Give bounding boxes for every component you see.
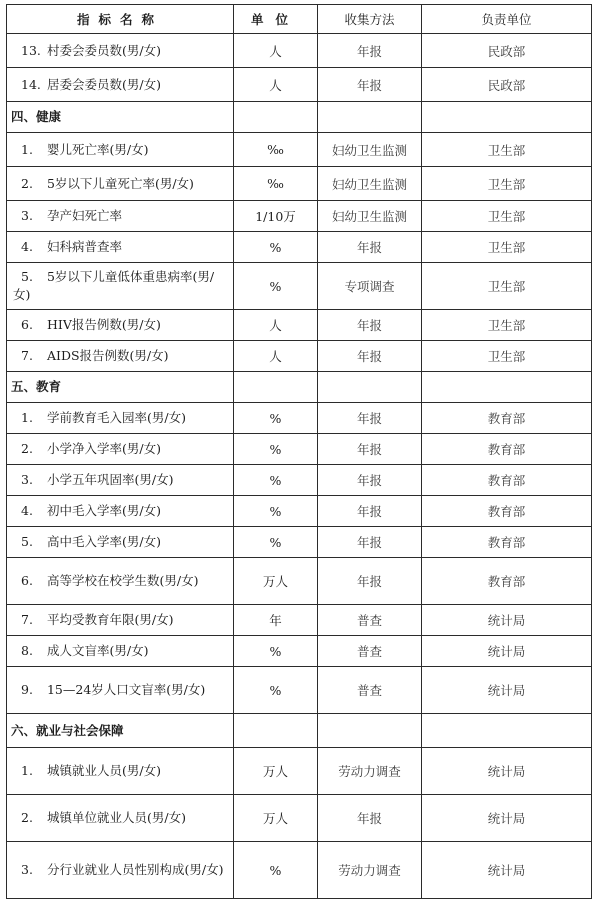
responsible-dept-cell [422,372,592,403]
item-number: 3. [21,862,33,877]
indicator-cell [7,842,234,899]
table-row [7,558,592,605]
indicator-cell [7,558,234,605]
indicator-cell [7,68,234,102]
section-title: 四、健康 [11,109,62,124]
unit-cell: 万人 [234,748,318,795]
collection-method-cell [318,372,422,403]
unit-cell: 人 [234,68,318,102]
unit-cell [234,372,318,403]
item-number: 7. [21,348,33,363]
item-number: 9. [21,682,33,697]
table-row [7,795,592,842]
responsible-dept-cell: 教育部 [422,527,592,558]
collection-method-cell: 年报 [318,34,422,68]
responsible-dept-cell: 民政部 [422,68,592,102]
indicator-name: 村委会委员数(男/女) [46,42,161,58]
collection-method-cell: 年报 [318,527,422,558]
responsible-dept-cell: 统计局 [422,748,592,795]
section-title: 六、就业与社会保障 [11,722,124,738]
responsible-dept-cell: 卫生部 [422,232,592,263]
responsible-dept-cell [422,102,592,133]
indicator-cell [7,434,234,465]
table-row [7,667,592,714]
collection-method-cell: 年报 [318,795,422,842]
unit-cell: % [234,232,318,263]
table-row [7,310,592,341]
indicator-name: 婴儿死亡率(男/女) [46,141,149,157]
responsible-dept-cell: 教育部 [422,465,592,496]
table-row [7,748,592,795]
collection-method-cell: 普查 [318,636,422,667]
unit-cell: % [234,527,318,558]
collection-method-cell: 年报 [318,68,422,102]
indicator-cell [7,34,234,68]
item-number: 3. [21,472,33,487]
item-number: 6. [21,573,33,588]
indicator-cell [7,263,234,310]
collection-method-cell: 年报 [318,496,422,527]
responsible-dept-cell [422,714,592,748]
collection-method-cell: 年报 [318,465,422,496]
indicator-cell [7,636,234,667]
unit-cell: % [234,434,318,465]
unit-cell: 年 [234,605,318,636]
indicator-cell [7,310,234,341]
indicator-name: 小学净入学率(男/女) [46,441,161,456]
responsible-dept-cell: 教育部 [422,434,592,465]
indicator-name: 学前教育毛入园率(男/女) [46,410,186,425]
indicator-name: 5岁以下儿童低体重患病率(男/女) [13,269,215,302]
section-header-row [7,102,592,133]
indicator-name: 分行业就业人员性别构成(男/女) [46,862,224,877]
responsible-dept-cell: 统计局 [422,795,592,842]
indicator-cell [7,133,234,167]
responsible-dept-cell: 教育部 [422,403,592,434]
collection-method-cell: 劳动力调查 [318,842,422,899]
unit-cell: % [234,636,318,667]
indicator-cell [7,465,234,496]
table-row [7,263,592,310]
unit-cell: 人 [234,34,318,68]
table-row [7,403,592,434]
item-number: 8. [21,643,33,658]
item-number: 1. [21,763,33,778]
responsible-dept-cell: 统计局 [422,667,592,714]
indicator-cell [7,496,234,527]
indicator-name: 初中毛入学率(男/女) [46,503,161,518]
header-indicator-name: 指标名称 [7,5,234,34]
table-row [7,527,592,558]
indicator-cell [7,232,234,263]
indicator-cell [7,748,234,795]
section-header-row [7,714,592,748]
indicator-name: 平均受教育年限(男/女) [46,612,174,627]
collection-method-cell: 年报 [318,403,422,434]
collection-method-cell: 专项调查 [318,263,422,310]
indicator-name: 高等学校在校学生数(男/女) [46,573,199,588]
collection-method-cell: 年报 [318,434,422,465]
indicator-table [6,4,592,899]
collection-method-cell: 妇幼卫生监测 [318,201,422,232]
indicator-name: AIDS报告例数(男/女) [46,348,169,363]
collection-method-cell: 普查 [318,605,422,636]
section-title-cell [7,714,234,748]
unit-cell: % [234,403,318,434]
responsible-dept-cell: 民政部 [422,34,592,68]
item-number: 1. [21,141,33,157]
indicator-cell [7,605,234,636]
indicator-cell [7,667,234,714]
section-title: 五、教育 [11,379,62,394]
indicator-cell [7,201,234,232]
collection-method-cell: 年报 [318,341,422,372]
table-header-row [7,5,592,34]
table-row [7,34,592,68]
responsible-dept-cell: 卫生部 [422,341,592,372]
header-collection-method: 收集方法 [318,5,422,34]
table-row [7,496,592,527]
collection-method-cell: 劳动力调查 [318,748,422,795]
unit-cell: % [234,496,318,527]
item-number: 3. [21,208,33,223]
collection-method-cell [318,102,422,133]
unit-cell: % [234,263,318,310]
responsible-dept-cell: 统计局 [422,605,592,636]
item-number: 5. [21,534,33,549]
responsible-dept-cell: 统计局 [422,842,592,899]
indicator-name: 城镇就业人员(男/女) [46,763,161,778]
responsible-dept-cell: 卫生部 [422,263,592,310]
item-number: 5. [21,269,33,284]
table-row [7,465,592,496]
responsible-dept-cell: 教育部 [422,496,592,527]
unit-cell [234,714,318,748]
unit-cell: % [234,465,318,496]
section-title-cell [7,372,234,403]
unit-cell: 万人 [234,558,318,605]
indicator-name: 成人文盲率(男/女) [46,643,149,658]
unit-cell: % [234,842,318,899]
indicator-name: 城镇单位就业人员(男/女) [46,810,186,825]
unit-cell: 1/10万 [234,201,318,232]
header-responsible-dept: 负责单位 [422,5,592,34]
table-row [7,232,592,263]
table-row [7,167,592,201]
responsible-dept-cell: 卫生部 [422,167,592,201]
collection-method-cell: 年报 [318,310,422,341]
collection-method-cell: 妇幼卫生监测 [318,167,422,201]
table-body [7,34,592,899]
item-number: 1. [21,410,33,425]
responsible-dept-cell: 卫生部 [422,201,592,232]
unit-cell: ‰ [234,133,318,167]
item-number: 7. [21,612,33,627]
item-number: 6. [21,317,33,332]
indicator-cell [7,403,234,434]
responsible-dept-cell: 卫生部 [422,133,592,167]
section-header-row [7,372,592,403]
item-number: 13. [21,42,41,58]
indicator-cell [7,167,234,201]
unit-cell: % [234,667,318,714]
item-number: 4. [21,239,33,254]
indicator-name: 15—24岁人口文盲率(男/女) [46,682,206,697]
indicator-cell [7,341,234,372]
item-number: 2. [21,441,33,456]
unit-cell: ‰ [234,167,318,201]
indicator-name: 小学五年巩固率(男/女) [46,472,174,487]
collection-method-cell: 年报 [318,558,422,605]
table-row [7,605,592,636]
table-row [7,636,592,667]
table-row [7,434,592,465]
table-row [7,201,592,232]
item-number: 4. [21,503,33,518]
responsible-dept-cell: 统计局 [422,636,592,667]
indicator-name: 孕产妇死亡率 [46,208,122,223]
indicator-cell [7,795,234,842]
item-number: 2. [21,810,33,825]
collection-method-cell: 年报 [318,232,422,263]
unit-cell: 人 [234,310,318,341]
indicator-name: 5岁以下儿童死亡率(男/女) [46,175,194,191]
table-row [7,842,592,899]
item-number: 14. [21,76,41,92]
unit-cell: 人 [234,341,318,372]
collection-method-cell: 普查 [318,667,422,714]
table-row [7,68,592,102]
item-number: 2. [21,175,33,191]
responsible-dept-cell: 教育部 [422,558,592,605]
indicator-name: 高中毛入学率(男/女) [46,534,161,549]
responsible-dept-cell: 卫生部 [422,310,592,341]
table-row [7,341,592,372]
table-row [7,133,592,167]
indicator-name: HIV报告例数(男/女) [46,317,161,332]
header-unit: 单位 [234,5,318,34]
unit-cell: 万人 [234,795,318,842]
section-title-cell [7,102,234,133]
indicator-cell [7,527,234,558]
indicator-name: 妇科病普查率 [46,239,122,254]
collection-method-cell: 妇幼卫生监测 [318,133,422,167]
unit-cell [234,102,318,133]
collection-method-cell [318,714,422,748]
indicator-table-page [6,4,591,899]
indicator-name: 居委会委员数(男/女) [46,76,161,92]
